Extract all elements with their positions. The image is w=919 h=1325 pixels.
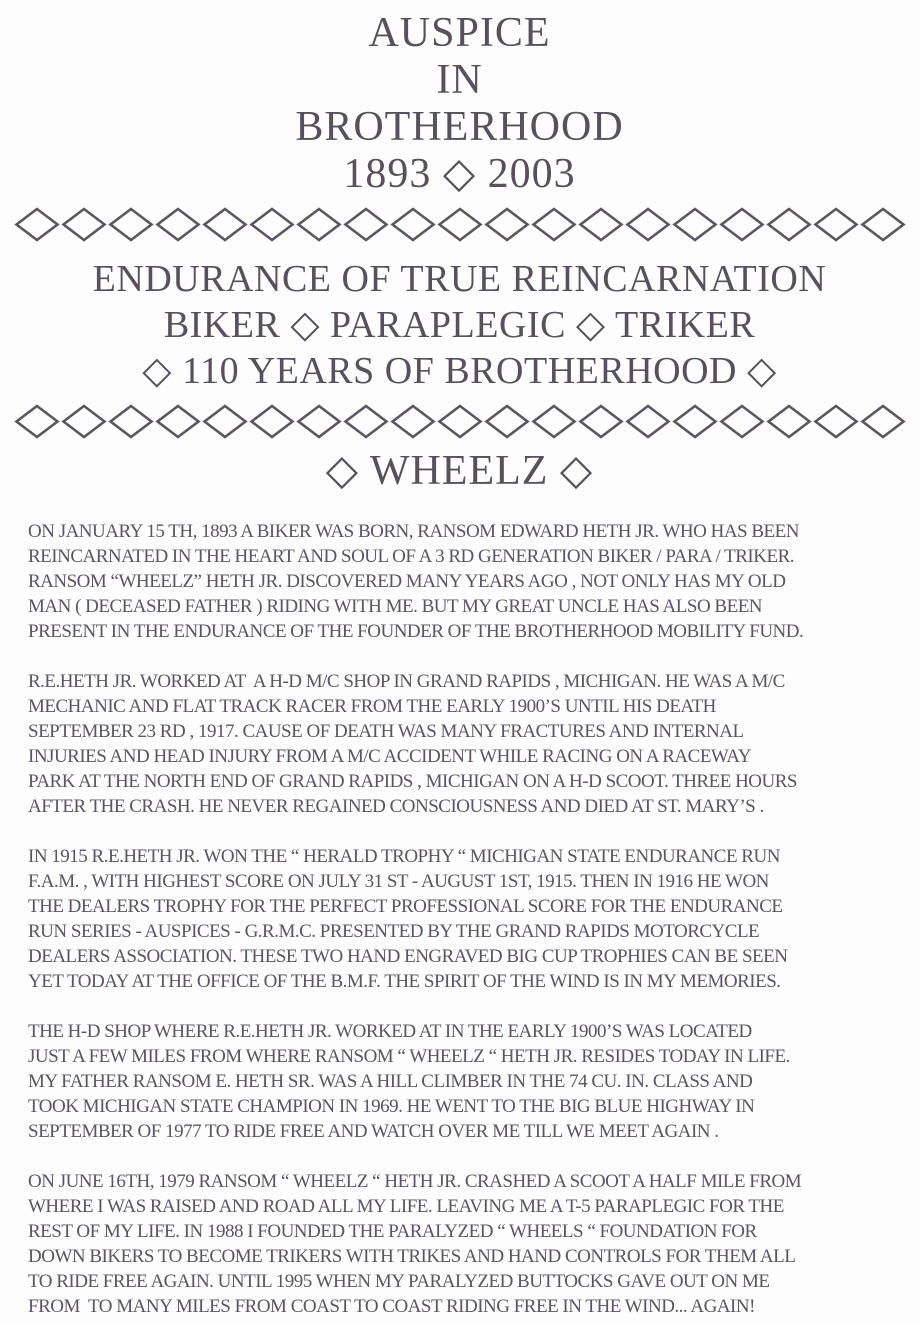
body-line: PRESENT IN THE ENDURANCE OF THE FOUNDER OF THE BROTHERHOOD MOBILITY FUND. [28, 621, 804, 642]
paragraph [28, 519, 919, 644]
diamond-divider-bottom [0, 403, 919, 440]
body-line: DOWN BIKERS TO BECOME TRIKERS WITH TRIKES AND HAND CONTROLS FOR THEM ALL [28, 1246, 796, 1267]
diamond-outline-icon [531, 206, 577, 243]
diamond-outline-icon [578, 403, 624, 440]
body-line: MAN ( DECEASED FATHER ) RIDING WITH ME. BUT MY GREAT UNCLE HAS ALSO BEEN [28, 596, 763, 617]
diamond-outline-icon [672, 206, 718, 243]
title-line-2: IN [436, 57, 483, 103]
paragraph [28, 844, 919, 994]
diamond-outline-icon [390, 206, 436, 243]
diamond-outline-icon [484, 206, 530, 243]
body-line: MY FATHER RANSOM E. HETH SR. WAS A HILL CLIMBER IN THE 74 CU. IN. CLASS AND [28, 1071, 753, 1092]
body-line: REINCARNATED IN THE HEART AND SOUL OF A 3 RD GENERATION BIKER / PARA / TRIKER. [28, 546, 795, 567]
subtitle-line-1: ENDURANCE OF TRUE REINCARNATION [92, 258, 827, 300]
diamond-outline-icon [719, 403, 765, 440]
body-line: ON JANUARY 15 TH, 1893 A BIKER WAS BORN, RANSOM EDWARD HETH JR. WHO HAS BEEN [28, 521, 799, 542]
paragraph [28, 669, 919, 819]
diamond-outline-icon [14, 206, 60, 243]
body-line: WHERE I WAS RAISED AND ROAD ALL MY LIFE. LEAVING ME A T-5 PARAPLEGIC FOR THE [28, 1196, 784, 1217]
diamond-outline-icon [625, 206, 671, 243]
diamond-outline-icon [813, 206, 859, 243]
title-line-1: AUSPICE [368, 10, 551, 56]
diamond-outline-icon [296, 206, 342, 243]
subtitle-line-3: ◇ 110 YEARS OF BROTHERHOOD ◇ [142, 350, 777, 392]
diamond-outline-icon [14, 403, 60, 440]
body-line: YET TODAY AT THE OFFICE OF THE B.M.F. THE SPIRIT OF THE WIND IS IN MY MEMORIES. [28, 971, 781, 992]
diamond-outline-icon [813, 403, 859, 440]
body-line: THE DEALERS TROPHY FOR THE PERFECT PROFESSIONAL SCORE FOR THE ENDURANCE [28, 896, 783, 917]
diamond-outline-icon [578, 206, 624, 243]
diamond-outline-icon [437, 206, 483, 243]
diamond-outline-icon [108, 403, 154, 440]
body-line: AFTER THE CRASH. HE NEVER REGAINED CONSCIOUSNESS AND DIED AT ST. MARY’S . [28, 796, 764, 817]
body-line: SEPTEMBER OF 1977 TO RIDE FREE AND WATCH OVER ME TILL WE MEET AGAIN . [28, 1121, 719, 1142]
diamond-outline-icon [531, 403, 577, 440]
body-line: IN 1915 R.E.HETH JR. WON THE “ HERALD TROPHY “ MICHIGAN STATE ENDURANCE RUN [28, 846, 780, 867]
diamond-divider-top [0, 206, 919, 243]
body-line: JUST A FEW MILES FROM WHERE RANSOM “ WHEELZ “ HETH JR. RESIDES TODAY IN LIFE. [28, 1046, 790, 1067]
diamond-outline-icon [249, 403, 295, 440]
diamond-outline-icon [343, 206, 389, 243]
diamond-outline-icon [155, 403, 201, 440]
body-line: F.A.M. , WITH HIGHEST SCORE ON JULY 31 ST - AUGUST 1ST, 1915. THEN IN 1916 HE WON [28, 871, 769, 892]
diamond-outline-icon [766, 403, 812, 440]
diamond-outline-icon [766, 206, 812, 243]
diamond-outline-icon [108, 206, 154, 243]
author-name-line: ◇ WHEELZ ◇ [325, 448, 594, 494]
diamond-outline-icon [343, 403, 389, 440]
body-line: MECHANIC AND FLAT TRACK RACER FROM THE EARLY 1900’S UNTIL HIS DEATH [28, 696, 716, 717]
body-line: RANSOM “WHEELZ” HETH JR. DISCOVERED MANY YEARS AGO , NOT ONLY HAS MY OLD [28, 571, 786, 592]
body-line: PARK AT THE NORTH END OF GRAND RAPIDS , MICHIGAN ON A H-D SCOOT. THREE HOURS [28, 771, 797, 792]
diamond-outline-icon [719, 206, 765, 243]
body-line: THE H-D SHOP WHERE R.E.HETH JR. WORKED AT IN THE EARLY 1900’S WAS LOCATED [28, 1021, 752, 1042]
document-header [0, 0, 919, 495]
diamond-outline-icon [202, 403, 248, 440]
body-line: REST OF MY LIFE. IN 1988 I FOUNDED THE PARALYZED “ WHEELS “ FOUNDATION FOR [28, 1221, 757, 1242]
body-line: ON JUNE 16TH, 1979 RANSOM “ WHEELZ “ HETH JR. CRASHED A SCOOT A HALF MILE FROM [28, 1171, 802, 1192]
body-line: FROM TO MANY MILES FROM COAST TO COAST RIDING FREE IN THE WIND... AGAIN! [28, 1296, 755, 1317]
paragraph [28, 1019, 919, 1144]
diamond-outline-icon [390, 403, 436, 440]
diamond-outline-icon [296, 403, 342, 440]
paragraph [28, 1169, 919, 1319]
body-line: R.E.HETH JR. WORKED AT A H-D M/C SHOP IN GRAND RAPIDS , MICHIGAN. HE WAS A M/C [28, 671, 785, 692]
body-line: TOOK MICHIGAN STATE CHAMPION IN 1969. HE WENT TO THE BIG BLUE HIGHWAY IN [28, 1096, 755, 1117]
diamond-outline-icon [437, 403, 483, 440]
body-line: DEALERS ASSOCIATION. THESE TWO HAND ENGRAVED BIG CUP TROPHIES CAN BE SEEN [28, 946, 788, 967]
body-text [28, 519, 919, 1319]
diamond-outline-icon [860, 403, 906, 440]
title-line-3: BROTHERHOOD [295, 104, 624, 150]
subtitle-line-2: BIKER ◇ PARAPLEGIC ◇ TRIKER [163, 304, 756, 346]
body-line: RUN SERIES - AUSPICES - G.R.M.C. PRESENTED BY THE GRAND RAPIDS MOTORCYCLE [28, 921, 760, 942]
diamond-outline-icon [61, 403, 107, 440]
diamond-outline-icon [202, 206, 248, 243]
body-line: TO RIDE FREE AGAIN. UNTIL 1995 WHEN MY PARALYZED BUTTOCKS GAVE OUT ON ME [28, 1271, 770, 1292]
diamond-outline-icon [155, 206, 201, 243]
diamond-outline-icon [625, 403, 671, 440]
body-line: SEPTEMBER 23 RD , 1917. CAUSE OF DEATH WAS MANY FRACTURES AND INTERNAL [28, 721, 744, 742]
diamond-outline-icon [61, 206, 107, 243]
diamond-outline-icon [484, 403, 530, 440]
subtitle-block [0, 256, 919, 394]
title-line-years: 1893 ◇ 2003 [343, 151, 576, 197]
diamond-outline-icon [860, 206, 906, 243]
body-line: INJURIES AND HEAD INJURY FROM A M/C ACCIDENT WHILE RACING ON A RACEWAY [28, 746, 751, 767]
diamond-outline-icon [249, 206, 295, 243]
diamond-outline-icon [672, 403, 718, 440]
